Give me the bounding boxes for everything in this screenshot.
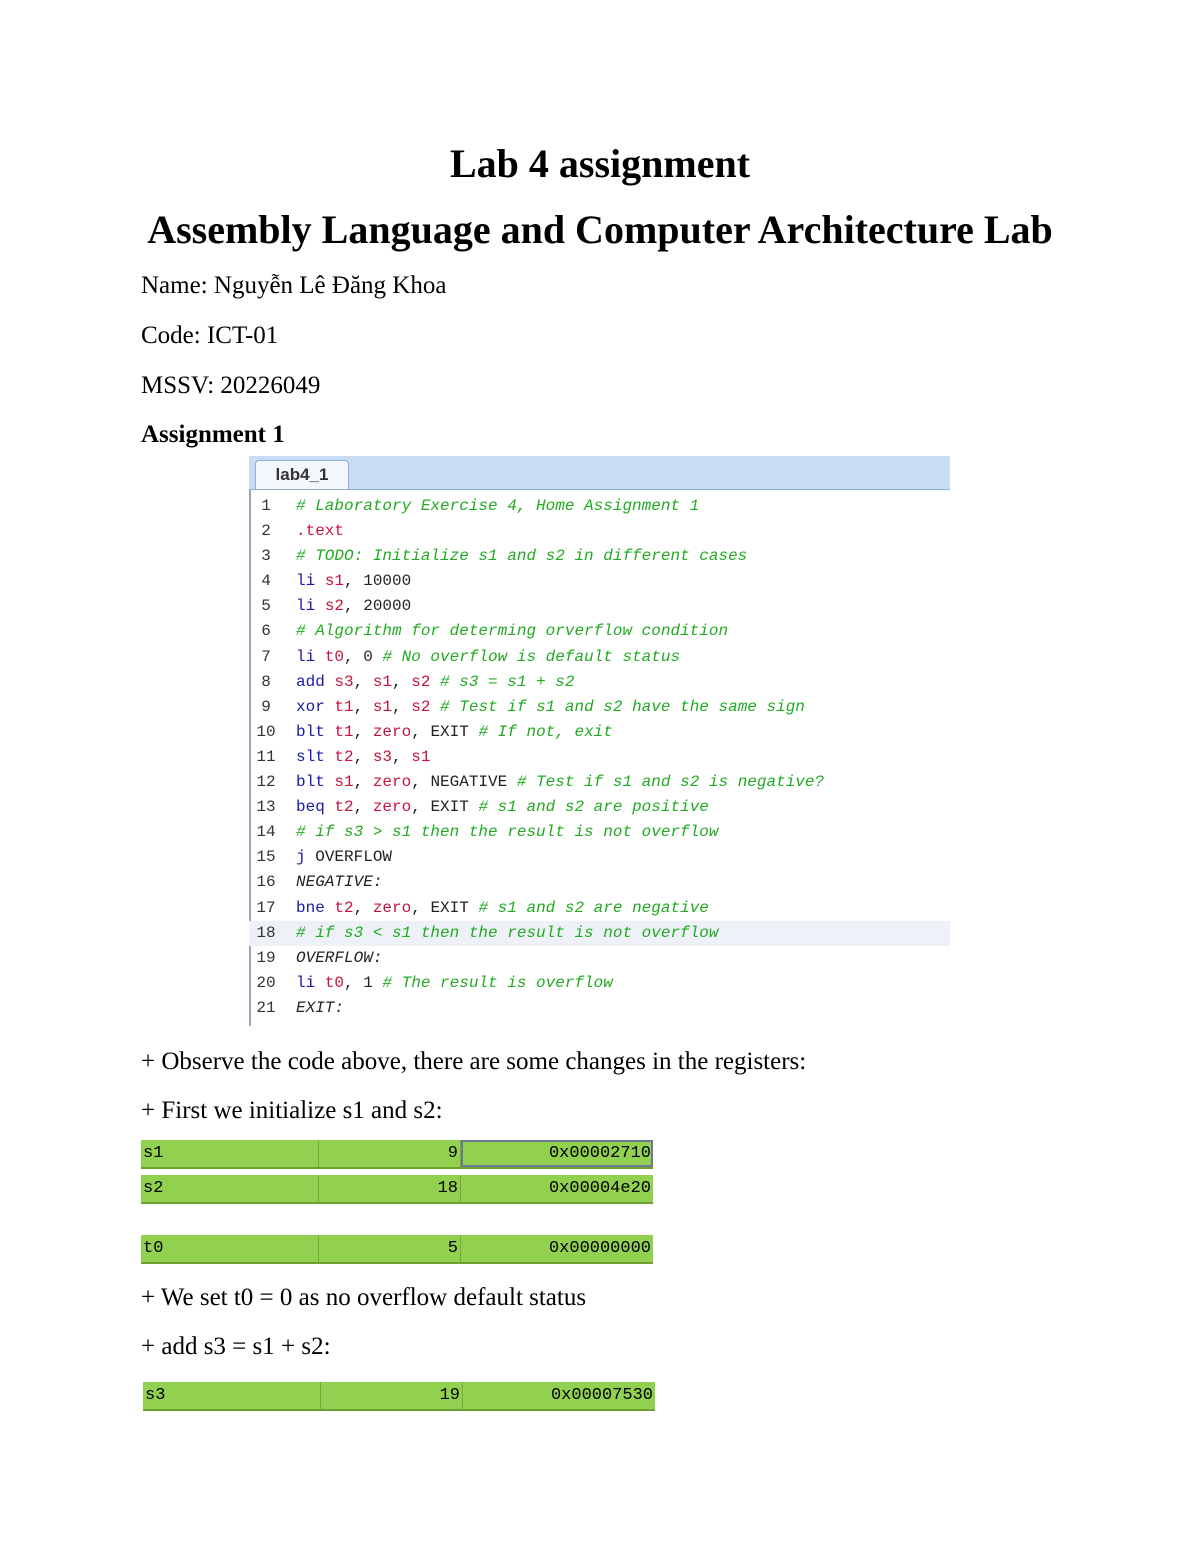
code-token: t1 <box>334 697 354 716</box>
line-number: 13 <box>256 798 276 817</box>
line-number: 18 <box>256 923 276 942</box>
code-token <box>325 899 335 917</box>
code-token: t2 <box>334 798 354 817</box>
code-token <box>315 572 325 590</box>
code-token <box>325 723 335 741</box>
code-line[interactable] <box>249 971 950 996</box>
code-token: , <box>353 722 373 741</box>
code-token: s3 <box>334 672 354 691</box>
code-line[interactable] <box>249 544 950 569</box>
code-line[interactable] <box>249 845 950 870</box>
line-number: 11 <box>256 747 276 766</box>
code-token: # No overflow is default status <box>382 647 681 666</box>
code-token: # TODO: Initialize s1 and s2 in different cases <box>296 547 748 566</box>
line-code <box>296 870 382 895</box>
code-token: li <box>296 973 316 992</box>
line-number: 17 <box>256 898 276 917</box>
code-token <box>325 773 335 791</box>
register-number: 5 <box>319 1235 461 1262</box>
code-token: , <box>353 747 373 766</box>
document-subtitle: Assembly Language and Computer Architecture Lab <box>147 207 1053 252</box>
line-number: 5 <box>261 597 271 616</box>
code-token: zero <box>372 798 412 817</box>
add-s3-text: + add s3 = s1 + s2: <box>141 1333 331 1360</box>
register-value[interactable]: 0x00000000 <box>548 1239 651 1258</box>
code-token: li <box>296 597 316 616</box>
code-token: s2 <box>411 697 431 716</box>
code-token: , NEGATIVE <box>411 773 517 792</box>
code-token <box>325 798 335 816</box>
code-token: , EXIT <box>411 798 479 817</box>
line-number: 12 <box>256 773 276 792</box>
line-code <box>296 921 718 946</box>
code-line[interactable] <box>249 519 950 544</box>
code-line[interactable] <box>249 896 950 921</box>
editor-tab[interactable]: lab4_1 <box>255 460 349 489</box>
code-line[interactable] <box>249 745 950 770</box>
line-code <box>296 795 709 820</box>
line-number: 1 <box>261 497 271 515</box>
student-name: Name: Nguyễn Lê Đăng Khoa <box>141 272 447 299</box>
code-token: .text <box>296 522 345 541</box>
student-id: MSSV: 20226049 <box>141 372 321 399</box>
line-code <box>296 745 430 770</box>
line-code <box>296 896 709 921</box>
code-token: # If not, exit <box>478 722 613 741</box>
line-number: 14 <box>256 823 276 842</box>
code-token: li <box>296 572 316 591</box>
code-token: # if s3 > s1 then the result is not overflow <box>296 823 719 842</box>
code-token: s1 <box>324 572 345 591</box>
code-token: zero <box>372 898 412 917</box>
line-number: 15 <box>256 848 276 867</box>
line-number: 19 <box>256 948 276 967</box>
register-name: t0 <box>141 1235 319 1262</box>
line-code <box>296 770 824 795</box>
code-token: xor <box>296 697 325 716</box>
line-code <box>296 519 344 544</box>
line-number: 4 <box>261 572 271 591</box>
code-token <box>315 974 325 992</box>
code-token: s2 <box>324 597 345 616</box>
code-token: , <box>353 773 373 792</box>
code-token: , <box>353 798 373 817</box>
code-token <box>430 698 440 716</box>
code-token: t2 <box>334 898 354 917</box>
code-token <box>315 597 325 615</box>
code-token: s1 <box>372 672 393 691</box>
student-code: Code: ICT-01 <box>141 322 279 349</box>
code-line[interactable] <box>249 870 950 895</box>
code-token: zero <box>372 722 412 741</box>
line-code <box>296 494 699 519</box>
code-line[interactable] <box>249 820 950 845</box>
line-code <box>296 670 574 695</box>
observe-text: + Observe the code above, there are some changes in the registers: <box>141 1048 807 1075</box>
code-line[interactable] <box>249 996 950 1021</box>
code-token: s3 <box>372 747 393 766</box>
register-row-t0 <box>141 1235 653 1264</box>
register-row-s1 <box>141 1140 653 1169</box>
code-token: # Test if s1 and s2 have the same sign <box>440 697 805 716</box>
code-token <box>315 648 325 666</box>
register-name: s1 <box>141 1140 319 1167</box>
code-token: , <box>392 672 412 691</box>
code-line[interactable] <box>249 720 950 745</box>
code-token: beq <box>296 798 325 817</box>
line-code <box>296 544 747 569</box>
code-line[interactable] <box>249 619 950 644</box>
code-token: s1 <box>334 773 354 792</box>
line-number: 8 <box>261 672 271 691</box>
register-number: 9 <box>319 1140 461 1167</box>
register-value[interactable]: 0x00002710 <box>461 1140 653 1167</box>
register-row-s2 <box>141 1175 653 1204</box>
code-line[interactable] <box>249 594 950 619</box>
init-text: + First we initialize s1 and s2: <box>141 1097 443 1124</box>
line-code <box>296 820 718 845</box>
code-token: s1 <box>372 697 393 716</box>
code-token: add <box>296 672 325 691</box>
register-name: s2 <box>141 1175 319 1202</box>
code-line[interactable] <box>249 946 950 971</box>
code-token: t1 <box>334 722 354 741</box>
code-line[interactable] <box>249 695 950 720</box>
register-row-s3 <box>143 1382 655 1411</box>
set-t0-text: + We set t0 = 0 as no overflow default status <box>141 1284 587 1311</box>
code-token: slt <box>296 747 325 766</box>
code-line[interactable] <box>249 795 950 820</box>
line-code <box>296 594 411 619</box>
code-token <box>325 673 335 691</box>
line-code <box>296 619 728 644</box>
line-number: 21 <box>256 998 276 1017</box>
line-code <box>296 695 805 720</box>
code-token: # s3 = s1 + s2 <box>440 672 575 691</box>
code-line[interactable] <box>249 770 950 795</box>
code-editor-screenshot <box>249 456 950 1026</box>
code-token: # Test if s1 and s2 is negative? <box>516 773 825 792</box>
line-number: 16 <box>256 873 276 892</box>
code-token: # s1 and s2 are negative <box>478 898 709 917</box>
code-line[interactable] <box>249 645 950 670</box>
code-token <box>325 698 335 716</box>
line-code <box>296 971 613 996</box>
document-title: Lab 4 assignment <box>449 141 751 186</box>
code-token: , <box>353 898 373 917</box>
code-token: # The result is overflow <box>382 973 613 992</box>
code-line[interactable] <box>249 494 950 519</box>
code-line[interactable] <box>249 569 950 594</box>
code-token: , 20000 <box>344 597 412 616</box>
code-token: # Laboratory Exercise 4, Home Assignment 1 <box>296 497 700 515</box>
code-token: t0 <box>324 973 345 992</box>
line-number: 6 <box>261 622 271 641</box>
register-value[interactable]: 0x00004e20 <box>548 1179 651 1198</box>
line-number: 3 <box>261 547 271 566</box>
code-token: blt <box>296 722 325 741</box>
line-code <box>296 946 382 971</box>
line-code <box>296 845 392 870</box>
code-token: t2 <box>334 747 354 766</box>
code-line[interactable] <box>249 670 950 695</box>
register-number: 18 <box>319 1175 461 1202</box>
code-token: s1 <box>411 747 431 766</box>
code-token: j <box>296 848 306 867</box>
code-token: NEGATIVE: <box>296 873 383 892</box>
code-token: , <box>353 672 373 691</box>
register-name: s3 <box>143 1382 321 1409</box>
code-token: , <box>392 697 412 716</box>
code-token: , EXIT <box>411 898 479 917</box>
register-number: 19 <box>321 1382 463 1409</box>
line-code <box>296 645 680 670</box>
line-number: 20 <box>256 973 276 992</box>
line-code <box>296 996 344 1021</box>
line-number: 10 <box>256 722 276 741</box>
line-number: 2 <box>261 522 271 541</box>
section-heading: Assignment 1 <box>141 421 285 448</box>
code-token: , 0 <box>344 647 383 666</box>
code-token: OVERFLOW <box>305 848 393 867</box>
line-number: 9 <box>261 697 271 716</box>
code-token: # if s3 < s1 then the result is not overflow <box>296 923 719 942</box>
code-token: zero <box>372 773 412 792</box>
code-token: s2 <box>411 672 431 691</box>
code-token <box>325 748 335 766</box>
code-token: t0 <box>324 647 345 666</box>
register-value[interactable]: 0x00007530 <box>550 1386 653 1405</box>
code-token: # Algorithm for determing orverflow condition <box>296 622 729 641</box>
line-code <box>296 720 613 745</box>
code-token: , 1 <box>344 973 383 992</box>
line-code <box>296 569 411 594</box>
code-token: OVERFLOW: <box>296 948 383 967</box>
code-token: , EXIT <box>411 722 479 741</box>
code-token: , <box>353 697 373 716</box>
code-token: li <box>296 647 316 666</box>
editor-tab-bar <box>249 456 950 490</box>
code-token: , 10000 <box>344 572 412 591</box>
code-line[interactable] <box>249 921 950 946</box>
code-area <box>249 494 950 1021</box>
code-token: # s1 and s2 are positive <box>478 798 709 817</box>
code-token: bne <box>296 898 325 917</box>
code-token: , <box>392 747 412 766</box>
code-token: EXIT: <box>296 998 345 1017</box>
code-token <box>430 673 440 691</box>
line-number: 7 <box>261 647 271 666</box>
code-token: blt <box>296 773 325 792</box>
